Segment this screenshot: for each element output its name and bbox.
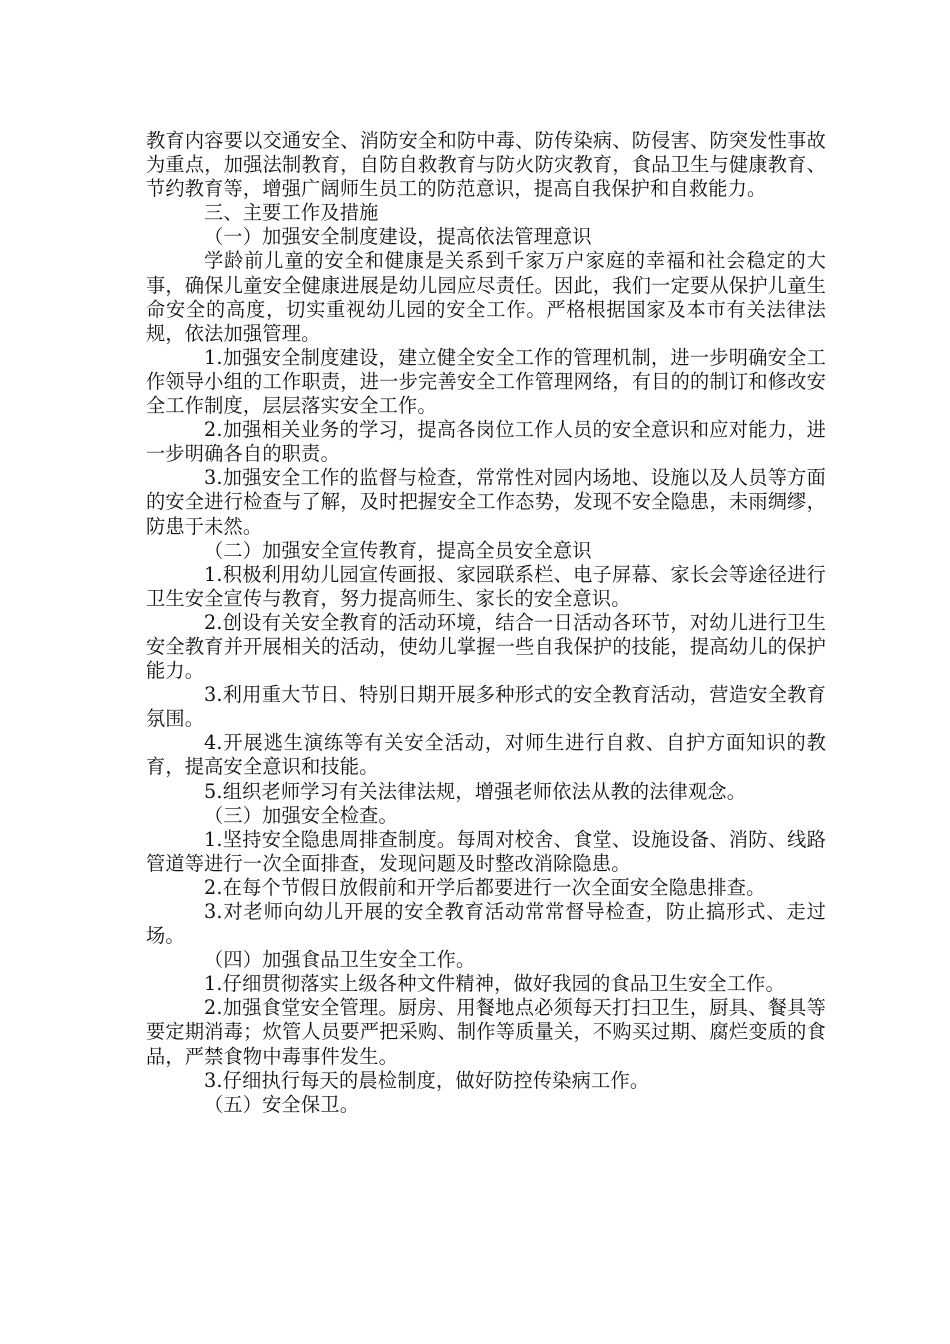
document-body <box>146 129 826 1117</box>
paragraph-education-content: 教育内容要以交通安全、消防安全和防中毒、防传染病、防侵害、防突发性事故为重点，加强法制教育，自防自救教育与防火防灾教育，食品卫生与健康教育、节约教育等，增强广阔师生员工的防范意识，提高自我保护和自救能力。 <box>146 129 826 201</box>
paragraph-inspection-3: 3.对老师向幼儿开展的安全教育活动常常督导检查，防止搞形式、走过场。 <box>146 900 826 948</box>
subheading-safety-publicity: （二）加强安全宣传教育，提高全员安全意识 <box>204 538 592 562</box>
paragraph-child-safety: 学龄前儿童的安全和健康是关系到千家万户家庭的幸福和社会稳定的大事，确保儿童安全健康进展是幼儿园应尽责任。因此，我们一定要从保护儿童生命安全的高度，切实重视幼儿园的安全工作。严格根据国家及本市有关法律法规，依法加强管理。 <box>146 249 826 345</box>
paragraph-inspection-1: 1.坚持安全隐患周排查制度。每周对校舍、食堂、设施设备、消防、线路管道等进行一次全面排查，发现问题及时整改消除隐患。 <box>146 827 826 875</box>
subheading-food-safety: （四）加强食品卫生安全工作。 <box>204 948 476 972</box>
paragraph-food-1: 1.仔细贯彻落实上级各种文件精神，做好我园的食品卫生安全工作。 <box>204 972 785 996</box>
paragraph-inspection-2: 2.在每个节假日放假前和开学后都要进行一次全面安全隐患排查。 <box>204 875 766 899</box>
paragraph-publicity-1: 1.积极利用幼儿园宣传画报、家园联系栏、电子屏幕、家长会等途径进行卫生安全宣传与教育，努力提高师生、家长的安全意识。 <box>146 562 826 610</box>
paragraph-publicity-2: 2.创设有关安全教育的活动环境，结合一日活动各环节，对幼儿进行卫生安全教育并开展相关的活动，使幼儿掌握一些自我保护的技能，提高幼儿的保护能力。 <box>146 610 826 683</box>
paragraph-food-3: 3.仔细执行每天的晨检制度，做好防控传染病工作。 <box>204 1068 650 1092</box>
section-heading-main-work: 三、主要工作及措施 <box>204 201 379 225</box>
paragraph-publicity-3: 3.利用重大节日、特别日期开展多种形式的安全教育活动，营造安全教育氛围。 <box>146 683 826 731</box>
subheading-safety-inspection: （三）加强安全检查。 <box>204 803 398 827</box>
paragraph-publicity-4: 4.开展逃生演练等有关安全活动，对师生进行自救、自护方面知识的教育，提高安全意识和技能。 <box>146 731 826 779</box>
paragraph-publicity-5: 5.组织老师学习有关法律法规，增强老师依法从教的法律观念。 <box>204 779 747 803</box>
subheading-security: （五）安全保卫。 <box>204 1092 360 1116</box>
paragraph-food-2: 2.加强食堂安全管理。厨房、用餐地点必须每天打扫卫生，厨具、餐具等要定期消毒；炊管人员要严把采购、制作等质量关，不购买过期、腐烂变质的食品，严禁食物中毒事件发生。 <box>146 996 826 1068</box>
paragraph-item-3-supervision: 3.加强安全工作的监督与检查，常常性对园内场地、设施以及人员等方面的安全进行检查与了解，及时把握安全工作态势，发现不安全隐患，未雨绸缪，防患于未然。 <box>146 466 826 538</box>
paragraph-item-2-study: 2.加强相关业务的学习，提高各岗位工作人员的安全意识和应对能力，进一步明确各自的职责。 <box>146 418 826 466</box>
paragraph-item-1-system: 1.加强安全制度建设，建立健全安全工作的管理机制，进一步明确安全工作领导小组的工作职责，进一步完善安全工作管理网络，有目的的制订和修改安全工作制度，层层落实安全工作。 <box>146 345 826 418</box>
subheading-safety-system: （一）加强安全制度建设，提高依法管理意识 <box>204 225 592 249</box>
